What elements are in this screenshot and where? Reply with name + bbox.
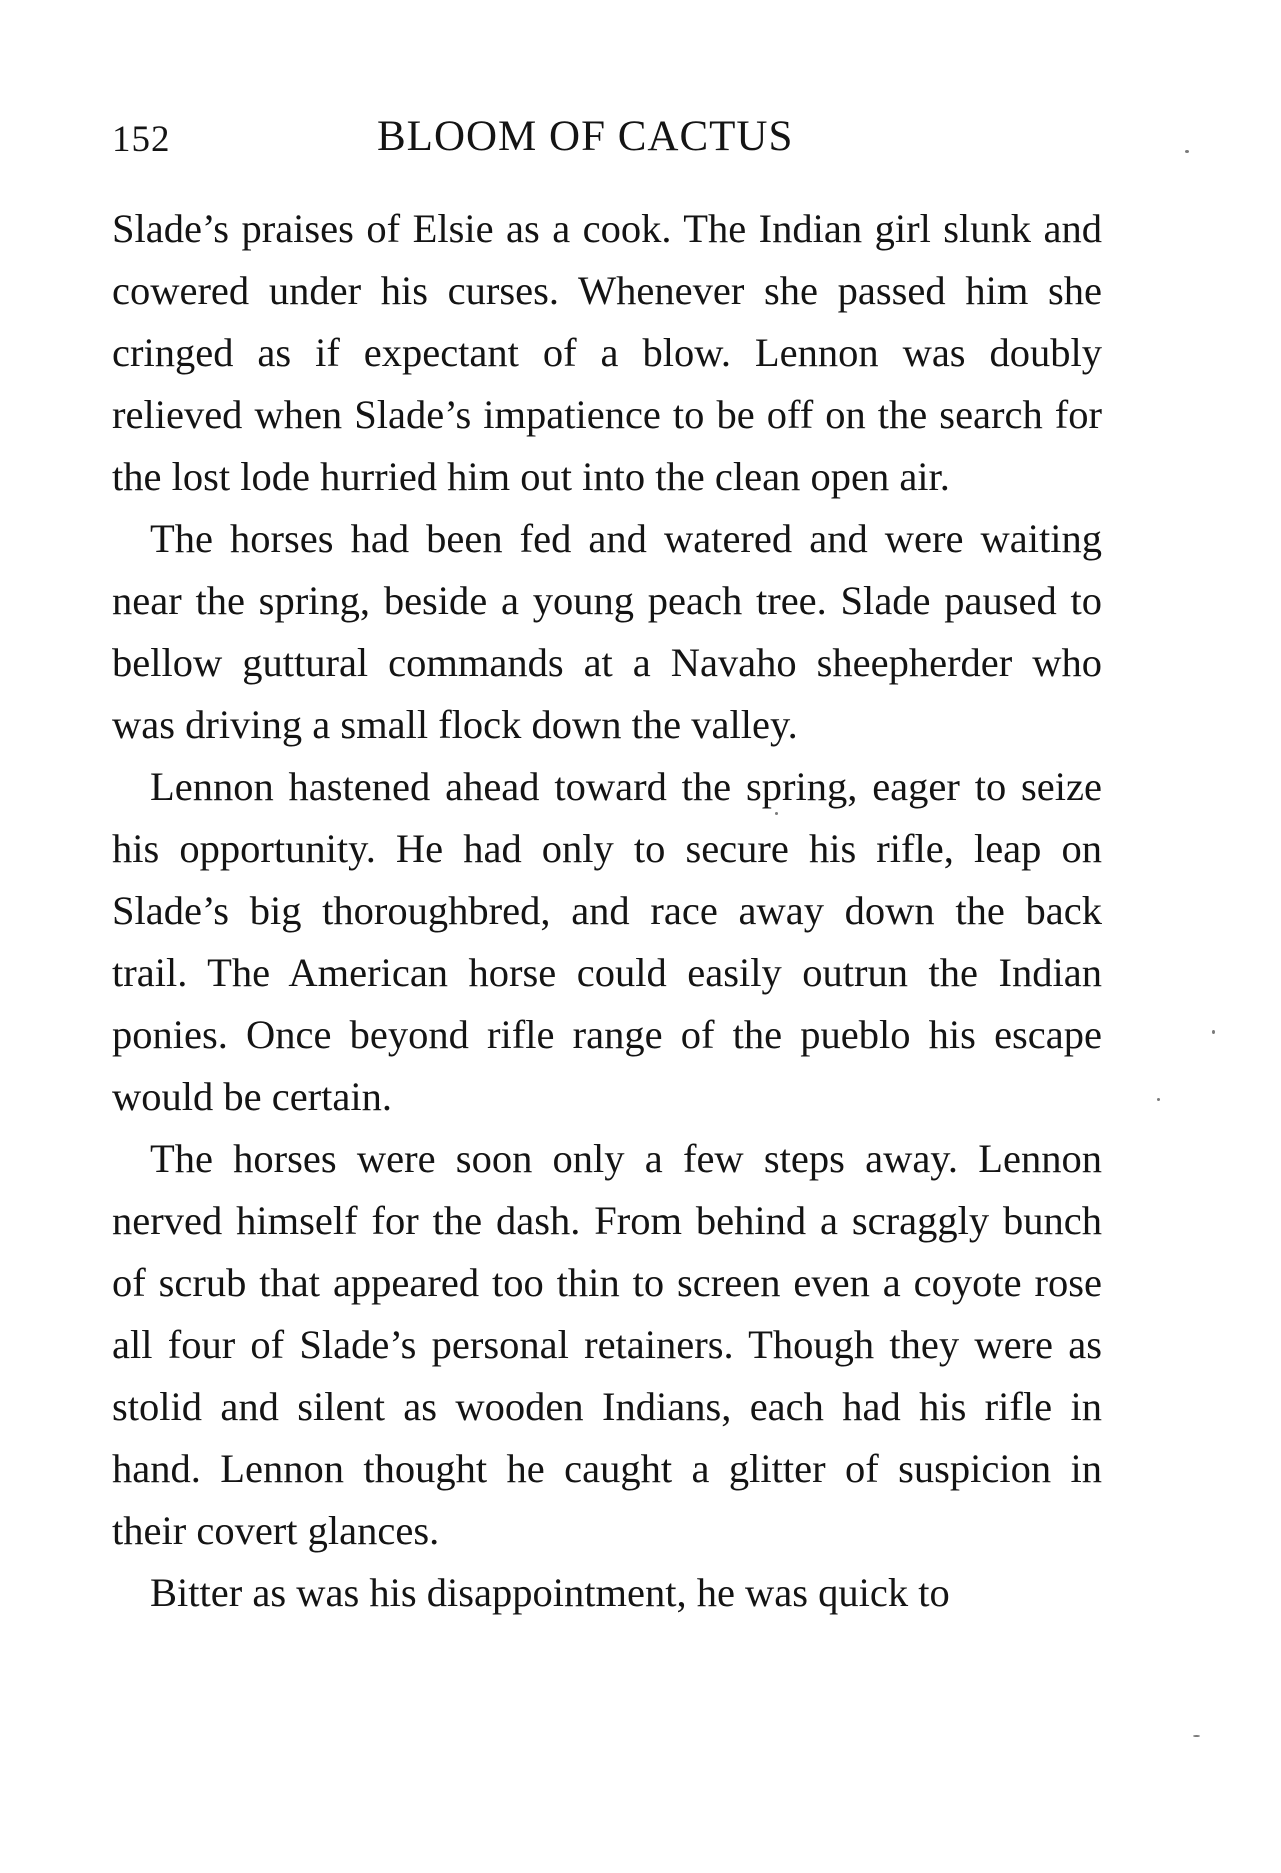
scan-speck — [775, 812, 778, 815]
running-head — [112, 112, 1102, 172]
scan-speck — [1193, 1735, 1200, 1737]
paragraph-1: Slade’s praises of Elsie as a cook. The Indian girl slunk and cowered under his curses. Whenever she passed him she cringed as if expectant of a blow. Lennon was doubly relieved when Slade’s impatience to be off on the search for the lost lode hurried him out into the clean open air. — [112, 206, 1102, 499]
body-text — [112, 198, 1102, 1624]
scan-speck — [1212, 1030, 1215, 1034]
scan-speck — [1157, 1098, 1160, 1101]
running-title: BLOOM OF CACTUS — [377, 113, 794, 160]
paragraph-5: Bitter as was his disappointment, he was quick to — [150, 1570, 950, 1615]
paragraph-3: Lennon hastened ahead toward the spring, eager to seize his opportunity. He had only to secure his rifle, leap on Slade’s big thoroughbred, and race away down the back trail. The American horse could easily outrun the Indian ponies. Once beyond rifle range of the pueblo his escape would be certain. — [112, 764, 1102, 1119]
page-number: 152 — [112, 119, 171, 160]
paragraph-4: The horses were soon only a few steps away. Lennon nerved himself for the dash. From behind a scraggly bunch of scrub that appeared too thin to screen even a coyote rose all four of Slade’s personal retainers. Though they were as stolid and silent as wooden Indians, each had his rifle in hand. Lennon thought he caught a glitter of suspicion in their covert glances. — [112, 1136, 1102, 1553]
scan-speck — [1185, 150, 1189, 153]
paragraph-2: The horses had been fed and watered and were waiting near the spring, beside a young peach tree. Slade paused to bellow guttural commands at a Navaho sheepherder who was driving a small flock down the valley. — [112, 516, 1102, 747]
